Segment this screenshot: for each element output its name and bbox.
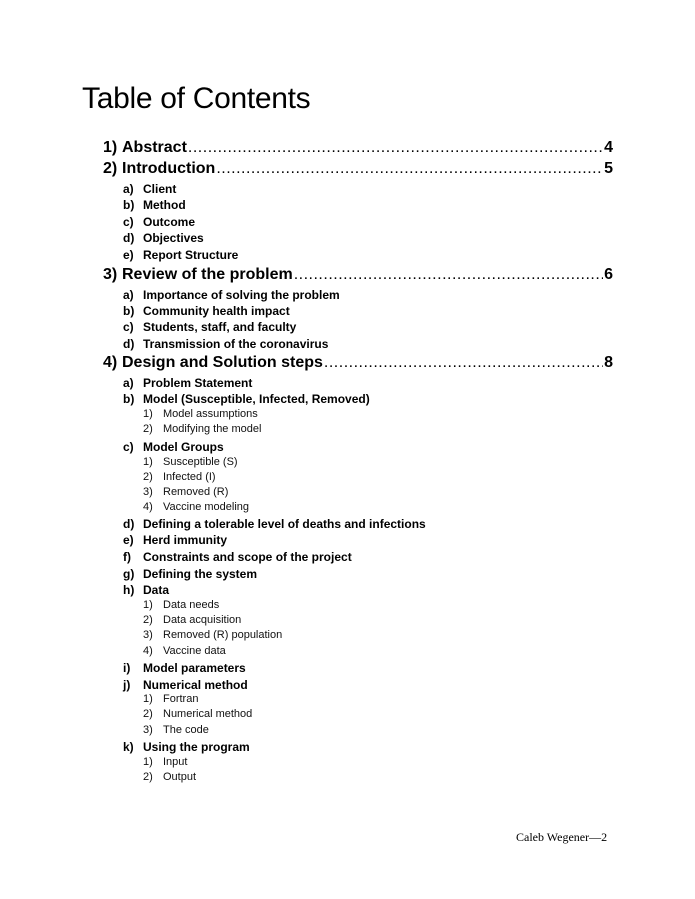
toc-subsubsection-number: 4) <box>143 501 153 513</box>
toc-section-label: Review of the problem <box>122 266 293 283</box>
toc-subsubsection-label: Model assumptions <box>163 408 258 420</box>
toc-subsection-number: i) <box>123 661 131 675</box>
toc-subsection-label: Using the program <box>143 740 250 754</box>
toc-subsection-number: a) <box>123 182 134 196</box>
toc-section-number: 4) <box>103 354 118 371</box>
toc-subsubsection-label: Susceptible (S) <box>163 456 238 468</box>
toc-subsubsection-label: The code <box>163 724 209 736</box>
toc-section-entry[interactable] <box>103 354 613 372</box>
toc-subsection-number: b) <box>123 198 135 212</box>
toc-subsection-entry[interactable] <box>123 337 328 351</box>
toc-section-number: 3) <box>103 266 118 283</box>
toc-subsubsection-entry[interactable] <box>143 501 249 513</box>
toc-page-number: 5 <box>604 160 613 177</box>
toc-subsection-entry[interactable] <box>123 533 227 547</box>
toc-subsubsection-number: 1) <box>143 756 153 768</box>
toc-section-number: 2) <box>103 160 118 177</box>
toc-subsection-entry[interactable] <box>123 320 296 334</box>
toc-subsection-label: Model (Susceptible, Infected, Removed) <box>143 392 370 406</box>
toc-subsubsection-label: Data needs <box>163 599 220 611</box>
toc-subsubsection-number: 1) <box>143 599 153 611</box>
toc-subsubsection-entry[interactable] <box>143 599 219 611</box>
toc-dot-leader <box>188 139 603 157</box>
toc-page-number: 4 <box>604 139 613 156</box>
toc-subsection-label: Defining the system <box>143 567 258 581</box>
toc-subsection-number: h) <box>123 583 135 597</box>
toc-subsubsection-number: 3) <box>143 724 153 736</box>
toc-subsubsection-label: Fortran <box>163 693 199 705</box>
toc-subsection-entry[interactable] <box>123 740 250 754</box>
toc-section-entry[interactable] <box>103 266 613 284</box>
toc-subsection-number: d) <box>123 517 135 531</box>
toc-subsection-entry[interactable] <box>123 215 195 229</box>
toc-subsection-number: g) <box>123 567 135 581</box>
toc-subsubsection-number: 1) <box>143 408 153 420</box>
toc-subsubsection-number: 2) <box>143 708 153 720</box>
toc-subsection-label: Constraints and scope of the project <box>143 550 352 564</box>
toc-subsection-number: c) <box>123 215 134 229</box>
toc-subsubsection-label: Vaccine data <box>163 645 226 657</box>
toc-subsubsection-number: 2) <box>143 423 153 435</box>
toc-subsubsection-entry[interactable] <box>143 408 258 420</box>
toc-subsection-number: b) <box>123 392 135 406</box>
toc-subsection-number: c) <box>123 320 134 334</box>
toc-subsection-entry[interactable] <box>123 440 224 454</box>
toc-subsubsection-entry[interactable] <box>143 724 209 736</box>
toc-subsubsection-number: 3) <box>143 629 153 641</box>
toc-subsection-entry[interactable] <box>123 550 352 564</box>
toc-subsection-label: Report Structure <box>143 248 239 262</box>
toc-subsection-number: d) <box>123 231 135 245</box>
toc-subsection-number: a) <box>123 288 134 302</box>
toc-subsection-entry[interactable] <box>123 198 186 212</box>
toc-dot-leader <box>324 354 603 372</box>
toc-subsubsection-entry[interactable] <box>143 423 261 435</box>
toc-subsubsection-entry[interactable] <box>143 771 196 783</box>
toc-subsection-entry[interactable] <box>123 678 248 692</box>
toc-subsection-number: k) <box>123 740 134 754</box>
toc-subsection-entry[interactable] <box>123 376 252 390</box>
toc-subsection-entry[interactable] <box>123 248 238 262</box>
toc-subsection-entry[interactable] <box>123 182 176 196</box>
toc-subsubsection-label: Data acquisition <box>163 614 242 626</box>
toc-subsubsection-entry[interactable] <box>143 486 228 498</box>
toc-section-label: Abstract <box>122 139 187 156</box>
toc-subsection-entry[interactable] <box>123 567 257 581</box>
toc-subsection-entry[interactable] <box>123 517 426 531</box>
toc-subsubsection-entry[interactable] <box>143 708 252 720</box>
toc-subsection-label: Transmission of the coronavirus <box>143 337 329 351</box>
toc-subsection-entry[interactable] <box>123 288 340 302</box>
toc-subsubsection-label: Vaccine modeling <box>163 501 250 513</box>
page-footer: Caleb Wegener—2 <box>516 830 608 844</box>
toc-subsection-label: Model parameters <box>143 661 246 675</box>
page-title: Table of Contents <box>82 82 311 115</box>
toc-subsubsection-entry[interactable] <box>143 756 187 768</box>
toc-subsubsection-entry[interactable] <box>143 456 238 468</box>
toc-subsection-label: Community health impact <box>143 304 290 318</box>
toc-subsubsection-label: Output <box>163 771 197 783</box>
toc-subsection-number: j) <box>123 678 131 692</box>
toc-subsection-number: e) <box>123 248 134 262</box>
toc-subsubsection-label: Modifying the model <box>163 423 262 435</box>
toc-subsection-entry[interactable] <box>123 392 370 406</box>
toc-subsubsection-label: Numerical method <box>163 708 253 720</box>
toc-subsection-label: Problem Statement <box>143 376 253 390</box>
toc-subsection-label: Outcome <box>143 215 196 229</box>
toc-subsection-label: Numerical method <box>143 678 248 692</box>
toc-subsubsection-entry[interactable] <box>143 693 198 705</box>
toc-section-entry[interactable] <box>103 139 613 157</box>
toc-subsubsection-label: Input <box>163 756 188 768</box>
toc-section-label: Design and Solution steps <box>122 354 323 371</box>
toc-section-entry[interactable] <box>103 160 613 178</box>
toc-subsection-label: Method <box>143 198 186 212</box>
toc-subsubsection-number: 1) <box>143 456 153 468</box>
toc-subsubsection-number: 3) <box>143 486 153 498</box>
toc-subsubsection-label: Infected (I) <box>163 471 216 483</box>
toc-subsubsection-number: 2) <box>143 471 153 483</box>
toc-subsubsection-entry[interactable] <box>143 645 226 657</box>
toc-subsubsection-label: Removed (R) population <box>163 629 283 641</box>
toc-subsubsection-entry[interactable] <box>143 614 241 626</box>
toc-subsection-number: a) <box>123 376 134 390</box>
toc-subsubsection-entry[interactable] <box>143 629 282 641</box>
toc-subsection-label: Objectives <box>143 231 204 245</box>
toc-subsection-entry[interactable] <box>123 304 290 318</box>
toc-subsection-label: Client <box>143 182 177 196</box>
toc-dot-leader <box>294 266 603 284</box>
toc-subsection-entry[interactable] <box>123 583 169 597</box>
toc-subsection-number: c) <box>123 440 134 454</box>
toc-subsection-label: Herd immunity <box>143 533 228 547</box>
toc-section-label: Introduction <box>122 160 216 177</box>
toc-dot-leader <box>216 160 603 178</box>
toc-subsection-entry[interactable] <box>123 231 204 245</box>
toc-subsubsection-label: Removed (R) <box>163 486 229 498</box>
toc-page-number: 6 <box>604 266 613 283</box>
toc-subsection-label: Defining a tolerable level of deaths and infections <box>143 517 426 531</box>
toc-subsubsection-number: 4) <box>143 645 153 657</box>
toc-section-number: 1) <box>103 139 118 156</box>
toc-subsection-number: d) <box>123 337 135 351</box>
toc-subsubsection-entry[interactable] <box>143 471 216 483</box>
toc-subsubsection-number: 2) <box>143 614 153 626</box>
toc-subsubsection-number: 2) <box>143 771 153 783</box>
toc-subsection-number: e) <box>123 533 134 547</box>
toc-page-number: 8 <box>604 354 613 371</box>
toc-subsection-label: Importance of solving the problem <box>143 288 340 302</box>
toc-subsection-entry[interactable] <box>123 661 246 675</box>
toc-subsection-number: b) <box>123 304 135 318</box>
toc-subsection-label: Students, staff, and faculty <box>143 320 297 334</box>
toc-subsection-number: f) <box>123 550 131 564</box>
toc-subsubsection-number: 1) <box>143 693 153 705</box>
toc-subsection-label: Model Groups <box>143 440 224 454</box>
toc-subsection-label: Data <box>143 583 170 597</box>
